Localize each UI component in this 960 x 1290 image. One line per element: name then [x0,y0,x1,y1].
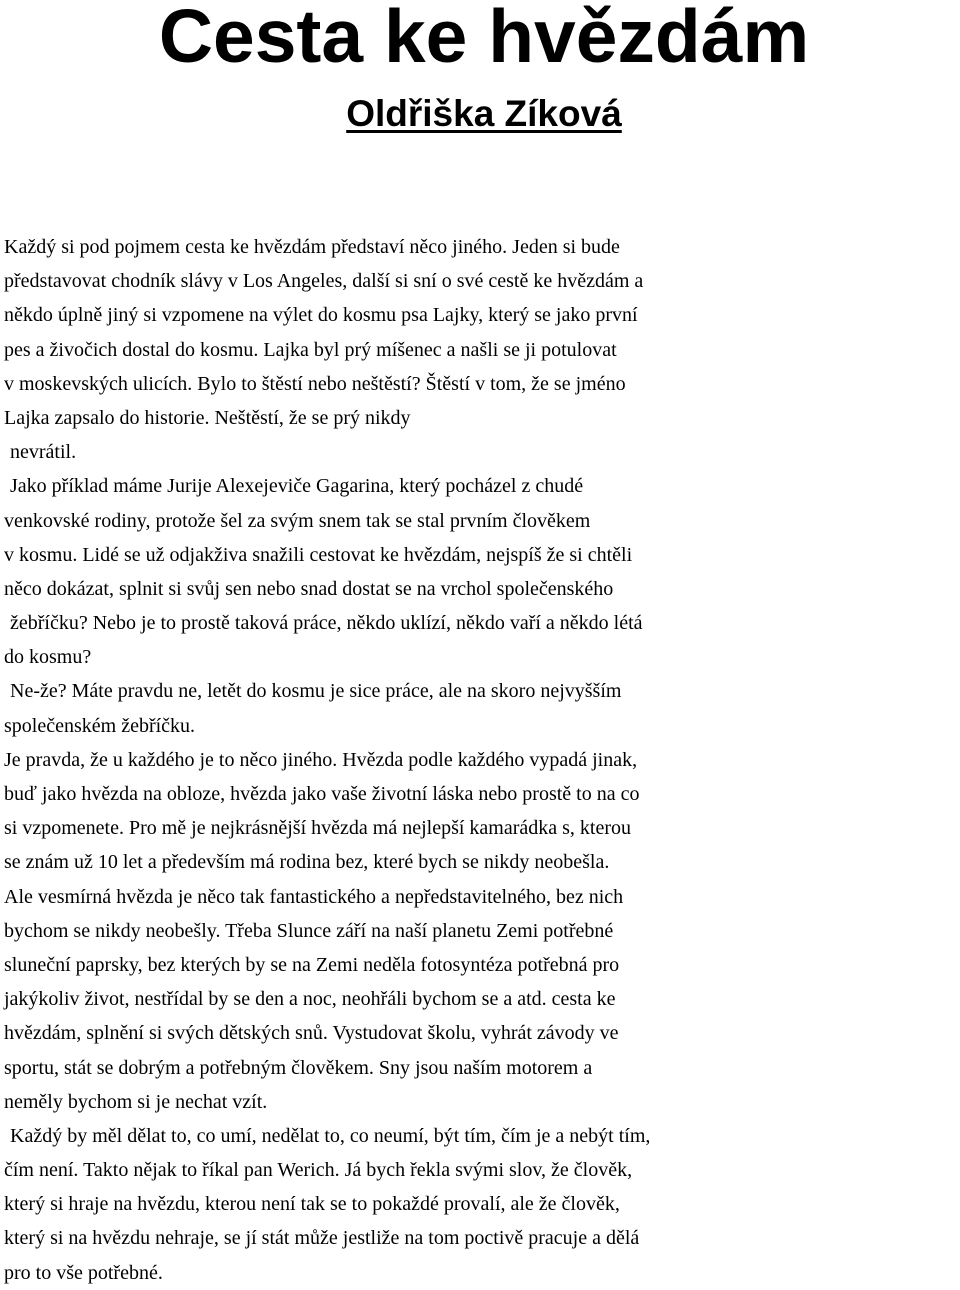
body-line: Lajka zapsalo do historie. Neštěstí, že se prý nikdy [4,406,411,429]
body-line: si vzpomenete. Pro mě je nejkrásnější hvězda má nejlepší kamarádka s, kterou [4,817,632,840]
body-line: který si na hvězdu nehraje, se jí stát může jestliže na tom poctivě pracuje a dělá [4,1227,640,1250]
body-line: hvězdám, splnění si svých dětských snů. Vystudovat školu, vyhrát závody ve [4,1022,619,1045]
body-line: v moskevských ulicích. Bylo to štěstí nebo neštěstí? Štěstí v tom, že se jméno [4,372,626,395]
body-line: buď jako hvězda na obloze, hvězda jako vaše životní láska nebo prostě to na co [4,783,640,805]
body-line: žebříčku? Nebo je to prostě taková práce, někdo uklízí, někdo vaří a někdo létá [10,612,643,635]
body-line: Je pravda, že u každého je to něco jiného. Hvězda podle každého vypadá jinak, [4,748,638,771]
body-line: venkovské rodiny, protože šel za svým snem tak se stal prvním člověkem [4,509,591,532]
body-line: Jako příklad máme Jurije Alexejeviče Gagarina, který pocházel z chudé [10,475,584,498]
body-line: v kosmu. Lidé se už odjakživa snažili cestovat ke hvězdám, nejspíš že si chtěli [4,543,633,566]
body-line: někdo úplně jiný si vzpomene na výlet do kosmu psa Lajky, který se jako první [4,304,638,327]
body-line: nevrátil. [10,441,77,464]
body-line: bychom se nikdy neobešly. Třeba Slunce září na naší planetu Zemi potřebné [4,919,614,942]
body-line: neměly bychom si je nechat vzít. [4,1090,268,1113]
body-line: čím není. Takto nějak to říkal pan Werich. Já bych řekla svými slov, že člověk, [4,1159,633,1182]
body-line: sluneční paprsky, bez kterých by se na Zemi neděla fotosyntéza potřebná pro [4,953,620,976]
body-line: něco dokázat, splnit si svůj sen nebo snad dostat se na vrchol společenského [4,577,614,600]
document-author: Oldřiška Zíková [346,93,622,134]
body-line: představovat chodník slávy v Los Angeles, další si sní o své cestě ke hvězdám a [4,270,644,293]
body-line: pro to vše potřebné. [4,1261,163,1284]
body-line: do kosmu? [4,646,92,669]
body-line: jakýkoliv život, nestřídal by se den a noc, neohřáli bychom se a atd. cesta ke [4,988,616,1011]
document-title: Cesta ke hvězdám [158,0,810,78]
body-line: Každý si pod pojmem cesta ke hvězdám představí něco jiného. Jeden si bude [4,236,620,258]
body-line: Ne-že? Máte pravdu ne, letět do kosmu je sice práce, ale na skoro nejvyšším [10,680,622,703]
body-line: sportu, stát se dobrým a potřebným člověkem. Sny jsou naším motorem a [4,1056,593,1079]
body-line: pes a živočich dostal do kosmu. Lajka byl prý míšenec a našli se ji potulovat [4,338,617,361]
body-line: se znám už 10 let a především má rodina bez, které bych se nikdy neobešla. [4,851,610,874]
body-line: Ale vesmírná hvězda je něco tak fantastického a nepředstavitelného, bez nich [4,885,624,908]
document-body [4,230,960,1290]
body-line: který si hraje na hvězdu, kterou není tak se to pokaždé provalí, ale že člověk, [4,1193,620,1216]
body-line: Každý by měl dělat to, co umí, nedělat to, co neumí, být tím, čím je a nebýt tím, [10,1124,651,1147]
body-line: společenském žebříčku. [4,714,196,737]
